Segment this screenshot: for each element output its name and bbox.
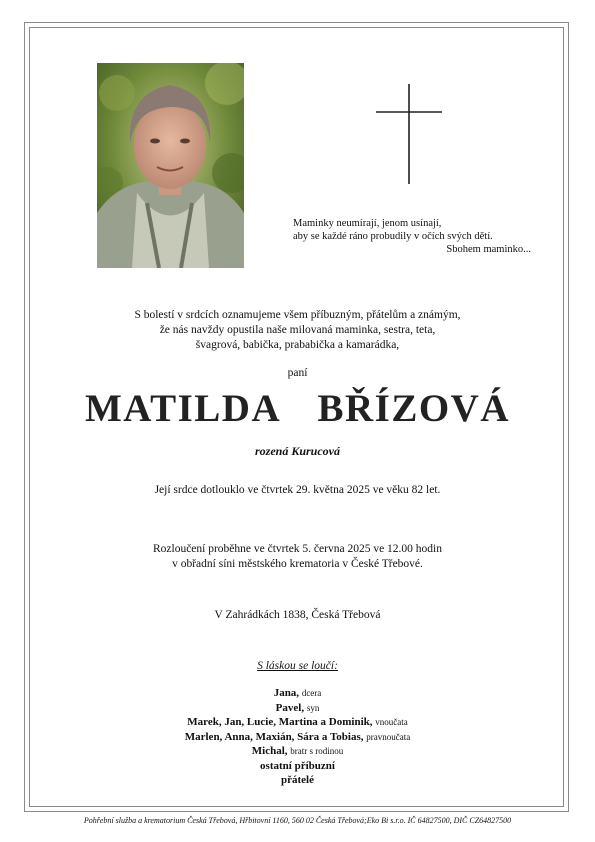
mourner-row bbox=[40, 715, 555, 730]
maiden-name: rozená Kurucová bbox=[254, 444, 340, 458]
mourner-names: Jana, bbox=[273, 687, 300, 699]
announcement-line: S bolestí v srdcích oznamujeme všem příbuzným, přátelům a známým, bbox=[134, 309, 461, 321]
mourner-row bbox=[40, 730, 555, 745]
funeral-info bbox=[40, 542, 555, 571]
mourner-names: Marlen, Anna, Maxián, Sára a Tobias, bbox=[184, 730, 364, 743]
deceased-portrait-photo bbox=[97, 63, 244, 268]
funeral-service-footer: Pohřební služba a krematorium Česká Třebová, Hřbitovní 1160, 560 02 Česká Třebová;Eko Bi s.r.o. IČ 64827500, DIČ CZ64827500 bbox=[83, 816, 512, 825]
death-notice: Její srdce dotlouklo ve čtvrtek 29. května 2025 ve věku 82 let. bbox=[154, 484, 441, 496]
announcement-line: švagrová, babička, prababička a kamarádka, bbox=[195, 339, 400, 351]
family-address: V Zahrádkách 1838, Česká Třebová bbox=[214, 609, 381, 621]
deceased-name: MATILDA BŘÍZOVÁ bbox=[85, 387, 510, 430]
farewell-heading: S láskou se loučí: bbox=[257, 660, 338, 672]
mourner-names: přátelé bbox=[281, 774, 314, 786]
cross-icon bbox=[376, 84, 442, 184]
mourner-row bbox=[40, 773, 555, 788]
mourner-row bbox=[40, 686, 555, 701]
mourner-relation: pravnoučata bbox=[366, 731, 411, 742]
funeral-line: v obřadní síni městského krematoria v České Třebové. bbox=[172, 557, 423, 570]
mourner-row bbox=[40, 759, 555, 774]
announcement-text bbox=[40, 308, 555, 353]
mourner-row bbox=[40, 701, 555, 716]
mourner-names: Marek, Jan, Lucie, Martina a Dominik, bbox=[187, 716, 373, 728]
mourner-names: ostatní příbuzní bbox=[260, 759, 335, 772]
salutation: paní bbox=[287, 367, 308, 379]
quote-line: aby se každé ráno probudily v očích svých dětí. bbox=[293, 231, 493, 242]
mourner-relation: dcera bbox=[301, 688, 322, 698]
mourner-names: Michal, bbox=[251, 745, 288, 757]
quote-line: Maminky neumírají, jenom usínají, bbox=[293, 218, 442, 229]
mourner-row bbox=[40, 744, 555, 759]
quote-signoff: Sbohem maminko... bbox=[446, 244, 531, 255]
mourner-relation: vnoučata bbox=[375, 717, 408, 727]
mourner-names: Pavel, bbox=[275, 701, 305, 714]
funeral-line: Rozloučení proběhne ve čtvrtek 5. června 2025 ve 12.00 hodin bbox=[152, 543, 442, 555]
mourners-list bbox=[40, 686, 555, 788]
mourner-relation: syn bbox=[306, 702, 320, 713]
announcement-line: že nás navždy opustila naše milovaná maminka, sestra, teta, bbox=[159, 324, 436, 336]
mourner-relation: bratr s rodinou bbox=[290, 746, 344, 756]
memorial-quote bbox=[293, 217, 538, 256]
